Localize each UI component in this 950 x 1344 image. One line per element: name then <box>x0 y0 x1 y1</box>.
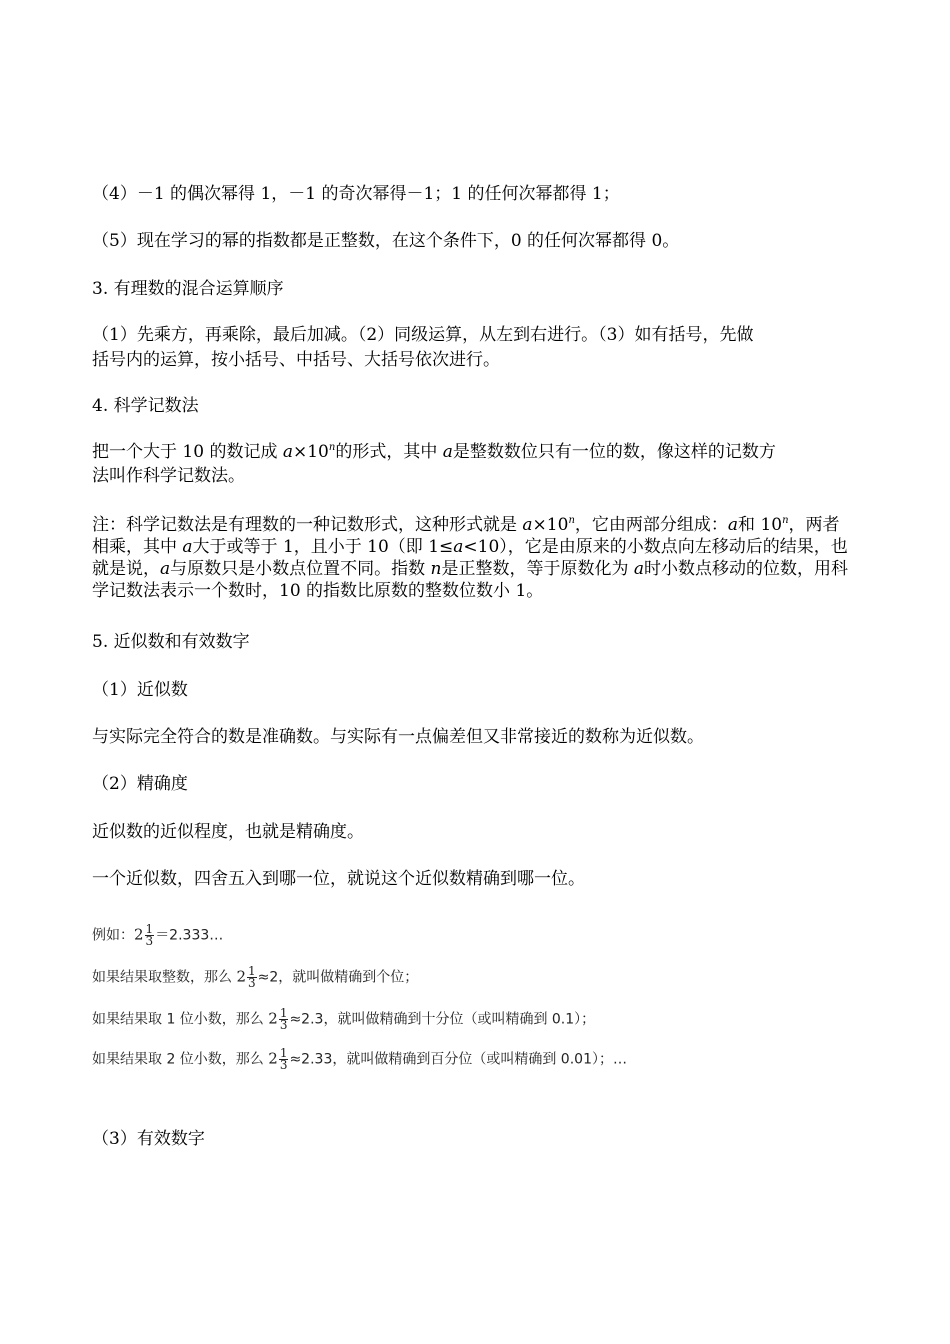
fraction-one-third: $\frac{1}{3}$ <box>248 964 256 990</box>
example-line-3: 如果结果取 1 位小数，那么 2 $\frac{1}{3}$ ≈2.3，就叫做精确到十分位（或叫精确到 0.1）； <box>92 1006 596 1032</box>
subheading-accuracy: （2）精确度 <box>92 774 188 794</box>
operation-order-line-2: 括号内的运算，按小括号、中括号、大括号依次进行。 <box>92 350 500 370</box>
heading-approximate-numbers: 5. 近似数和有效数字 <box>92 632 250 652</box>
fraction-one-third: $\frac{1}{3}$ <box>279 1006 288 1032</box>
scientific-notation-definition-line-1: 把一个大于 10 的数记成 $a\times 10^n$的形式，其中 a是整数数位只有一位的数，像这样的记数方 <box>92 442 776 462</box>
accuracy-rounding-rule: 一个近似数，四舍五入到哪一位，就说这个近似数精确到哪一位。 <box>92 869 585 889</box>
operation-order-line-1: （1）先乘方，再乘除，最后加减。（2）同级运算，从左到右进行。（3）如有括号，先做 <box>92 325 754 345</box>
example-line-1: 例如：2 $\frac{1}{3}$ ＝2.333… <box>92 922 224 948</box>
heading-mixed-operations: 3. 有理数的混合运算顺序 <box>92 279 284 299</box>
scientific-notation-definition-line-2: 法叫作科学记数法。 <box>92 466 245 486</box>
example-line-4: 如果结果取 2 位小数，那么 2 $\frac{1}{3}$ ≈2.33，就叫做精确到百分位（或叫精确到 0.01）；… <box>92 1046 627 1072</box>
approximate-number-definition: 与实际完全符合的数是准确数。与实际有一点偏差但又非常接近的数称为近似数。 <box>92 727 704 747</box>
example-line-2: 如果结果取整数，那么 2 $\frac{1}{3}$ ≈2，就叫做精确到个位； <box>92 964 419 990</box>
subheading-significant-figures: （3）有效数字 <box>92 1129 205 1149</box>
power-rule-4: （4）－1 的偶次幂得 1，－1 的奇次幂得－1；1 的任何次幂都得 1； <box>92 184 620 204</box>
fraction-one-third: $\frac{1}{3}$ <box>279 1046 288 1072</box>
subheading-approximate-number: （1）近似数 <box>92 680 188 700</box>
scientific-notation-note: 注：科学记数法是有理数的一种记数形式，这种形式就是 $a\times 10^n$，它由两部分组成：a和 10$^n$，两者相乘，其中 a大于或等于 1，且小于 10（即 1≤a<10），它是由原来的小数点向左移动后的结果，也就是说，a与原数只是小数点位置不同。指数 n是正整数，等于原数化为 a时小数点移动的位数，用科学记数法表示一个数时，10 的指数比原数的整数位数小 1。 <box>92 515 849 601</box>
power-rule-5: （5）现在学习的幂的指数都是正整数，在这个条件下，0 的任何次幂都得 0。 <box>92 231 680 251</box>
accuracy-definition: 近似数的近似程度，也就是精确度。 <box>92 822 364 842</box>
fraction-one-third: $\frac{1}{3}$ <box>145 922 154 948</box>
heading-scientific-notation: 4. 科学记数法 <box>92 396 199 416</box>
